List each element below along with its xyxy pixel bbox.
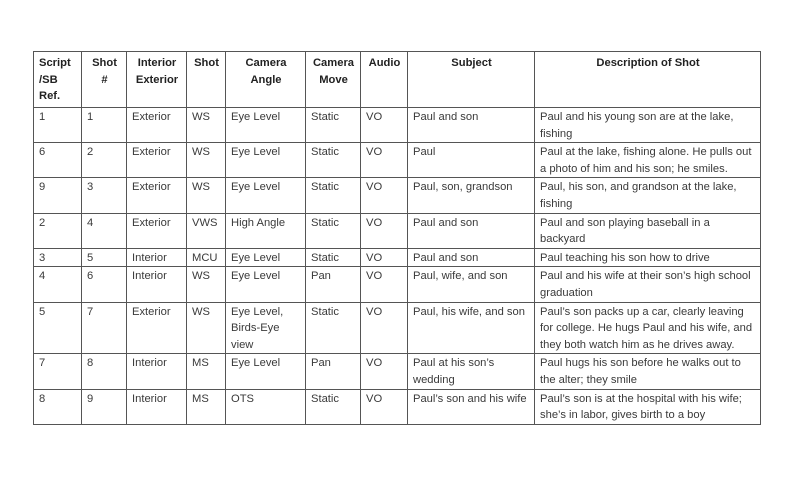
- cell-audio: VO: [361, 143, 408, 178]
- cell-subject: Paul, wife, and son: [408, 267, 535, 302]
- cell-script-ref: 7: [34, 354, 82, 389]
- cell-audio: VO: [361, 213, 408, 248]
- cell-camera-angle: OTS: [226, 389, 306, 424]
- cell-description: Paul’s son is at the hospital with his wife; she’s in labor, gives birth to a boy: [535, 389, 761, 424]
- cell-description: Paul and his young son are at the lake, fishing: [535, 108, 761, 143]
- table-row: [34, 267, 761, 302]
- header-audio: Audio: [361, 52, 408, 108]
- cell-description: Paul teaching his son how to drive: [535, 248, 761, 267]
- cell-subject: Paul, his wife, and son: [408, 302, 535, 354]
- cell-shot: MS: [187, 389, 226, 424]
- table-row: [34, 178, 761, 213]
- cell-shot-number: 7: [82, 302, 127, 354]
- cell-shot: WS: [187, 302, 226, 354]
- cell-camera-move: Static: [306, 143, 361, 178]
- cell-interior-exterior: Exterior: [127, 302, 187, 354]
- cell-subject: Paul: [408, 143, 535, 178]
- cell-script-ref: 1: [34, 108, 82, 143]
- cell-shot: WS: [187, 108, 226, 143]
- cell-description: Paul and son playing baseball in a backyard: [535, 213, 761, 248]
- cell-shot-number: 6: [82, 267, 127, 302]
- cell-shot: VWS: [187, 213, 226, 248]
- cell-shot-number: 8: [82, 354, 127, 389]
- header-row: [34, 52, 761, 108]
- shot-list-table: [33, 51, 761, 425]
- cell-camera-angle: Eye Level: [226, 143, 306, 178]
- cell-shot: MCU: [187, 248, 226, 267]
- cell-script-ref: 5: [34, 302, 82, 354]
- cell-script-ref: 3: [34, 248, 82, 267]
- cell-interior-exterior: Interior: [127, 354, 187, 389]
- cell-subject: Paul’s son and his wife: [408, 389, 535, 424]
- cell-script-ref: 4: [34, 267, 82, 302]
- cell-subject: Paul and son: [408, 248, 535, 267]
- cell-shot-number: 5: [82, 248, 127, 267]
- table-row: [34, 108, 761, 143]
- cell-script-ref: 9: [34, 178, 82, 213]
- cell-shot-number: 3: [82, 178, 127, 213]
- table-row: [34, 248, 761, 267]
- cell-interior-exterior: Exterior: [127, 108, 187, 143]
- cell-shot: WS: [187, 178, 226, 213]
- table-row: [34, 213, 761, 248]
- cell-interior-exterior: Interior: [127, 267, 187, 302]
- cell-description: Paul and his wife at their son’s high school graduation: [535, 267, 761, 302]
- cell-interior-exterior: Exterior: [127, 178, 187, 213]
- cell-description: Paul at the lake, fishing alone. He pulls out a photo of him and his son; he smiles.: [535, 143, 761, 178]
- cell-shot: WS: [187, 143, 226, 178]
- cell-camera-angle: Eye Level: [226, 354, 306, 389]
- cell-camera-angle: Eye Level: [226, 248, 306, 267]
- cell-camera-move: Static: [306, 178, 361, 213]
- cell-interior-exterior: Exterior: [127, 213, 187, 248]
- header-shot-number: Shot #: [82, 52, 127, 108]
- cell-camera-angle: Eye Level, Birds-Eye view: [226, 302, 306, 354]
- table-row: [34, 143, 761, 178]
- cell-subject: Paul at his son’s wedding: [408, 354, 535, 389]
- table-row: [34, 302, 761, 354]
- cell-camera-move: Pan: [306, 267, 361, 302]
- cell-audio: VO: [361, 302, 408, 354]
- table-header: [34, 52, 761, 108]
- table-row: [34, 354, 761, 389]
- cell-script-ref: 6: [34, 143, 82, 178]
- cell-camera-move: Static: [306, 213, 361, 248]
- cell-shot-number: 4: [82, 213, 127, 248]
- cell-camera-move: Pan: [306, 354, 361, 389]
- cell-description: Paul, his son, and grandson at the lake, fishing: [535, 178, 761, 213]
- header-shot: Shot: [187, 52, 226, 108]
- cell-subject: Paul and son: [408, 108, 535, 143]
- cell-shot: MS: [187, 354, 226, 389]
- header-description: Description of Shot: [535, 52, 761, 108]
- shot-list-document: [33, 51, 761, 425]
- cell-interior-exterior: Interior: [127, 248, 187, 267]
- cell-camera-move: Static: [306, 302, 361, 354]
- cell-audio: VO: [361, 354, 408, 389]
- header-subject: Subject: [408, 52, 535, 108]
- cell-script-ref: 2: [34, 213, 82, 248]
- header-camera-angle: Camera Angle: [226, 52, 306, 108]
- header-script-ref: Script /SB Ref.: [34, 52, 82, 108]
- cell-interior-exterior: Exterior: [127, 143, 187, 178]
- cell-camera-angle: Eye Level: [226, 178, 306, 213]
- cell-camera-move: Static: [306, 108, 361, 143]
- cell-description: Paul’s son packs up a car, clearly leaving for college. He hugs Paul and his wife, and they both watch him as he drives away.: [535, 302, 761, 354]
- cell-shot-number: 2: [82, 143, 127, 178]
- cell-camera-angle: Eye Level: [226, 108, 306, 143]
- cell-subject: Paul and son: [408, 213, 535, 248]
- header-interior-exterior: Interior Exterior: [127, 52, 187, 108]
- cell-audio: VO: [361, 108, 408, 143]
- cell-interior-exterior: Interior: [127, 389, 187, 424]
- cell-camera-move: Static: [306, 389, 361, 424]
- cell-shot: WS: [187, 267, 226, 302]
- cell-shot-number: 9: [82, 389, 127, 424]
- cell-shot-number: 1: [82, 108, 127, 143]
- cell-camera-angle: High Angle: [226, 213, 306, 248]
- cell-audio: VO: [361, 248, 408, 267]
- cell-camera-move: Static: [306, 248, 361, 267]
- cell-subject: Paul, son, grandson: [408, 178, 535, 213]
- cell-audio: VO: [361, 389, 408, 424]
- header-camera-move: Camera Move: [306, 52, 361, 108]
- cell-description: Paul hugs his son before he walks out to the alter; they smile: [535, 354, 761, 389]
- table-row: [34, 389, 761, 424]
- cell-script-ref: 8: [34, 389, 82, 424]
- cell-audio: VO: [361, 267, 408, 302]
- cell-audio: VO: [361, 178, 408, 213]
- table-body: [34, 108, 761, 425]
- cell-camera-angle: Eye Level: [226, 267, 306, 302]
